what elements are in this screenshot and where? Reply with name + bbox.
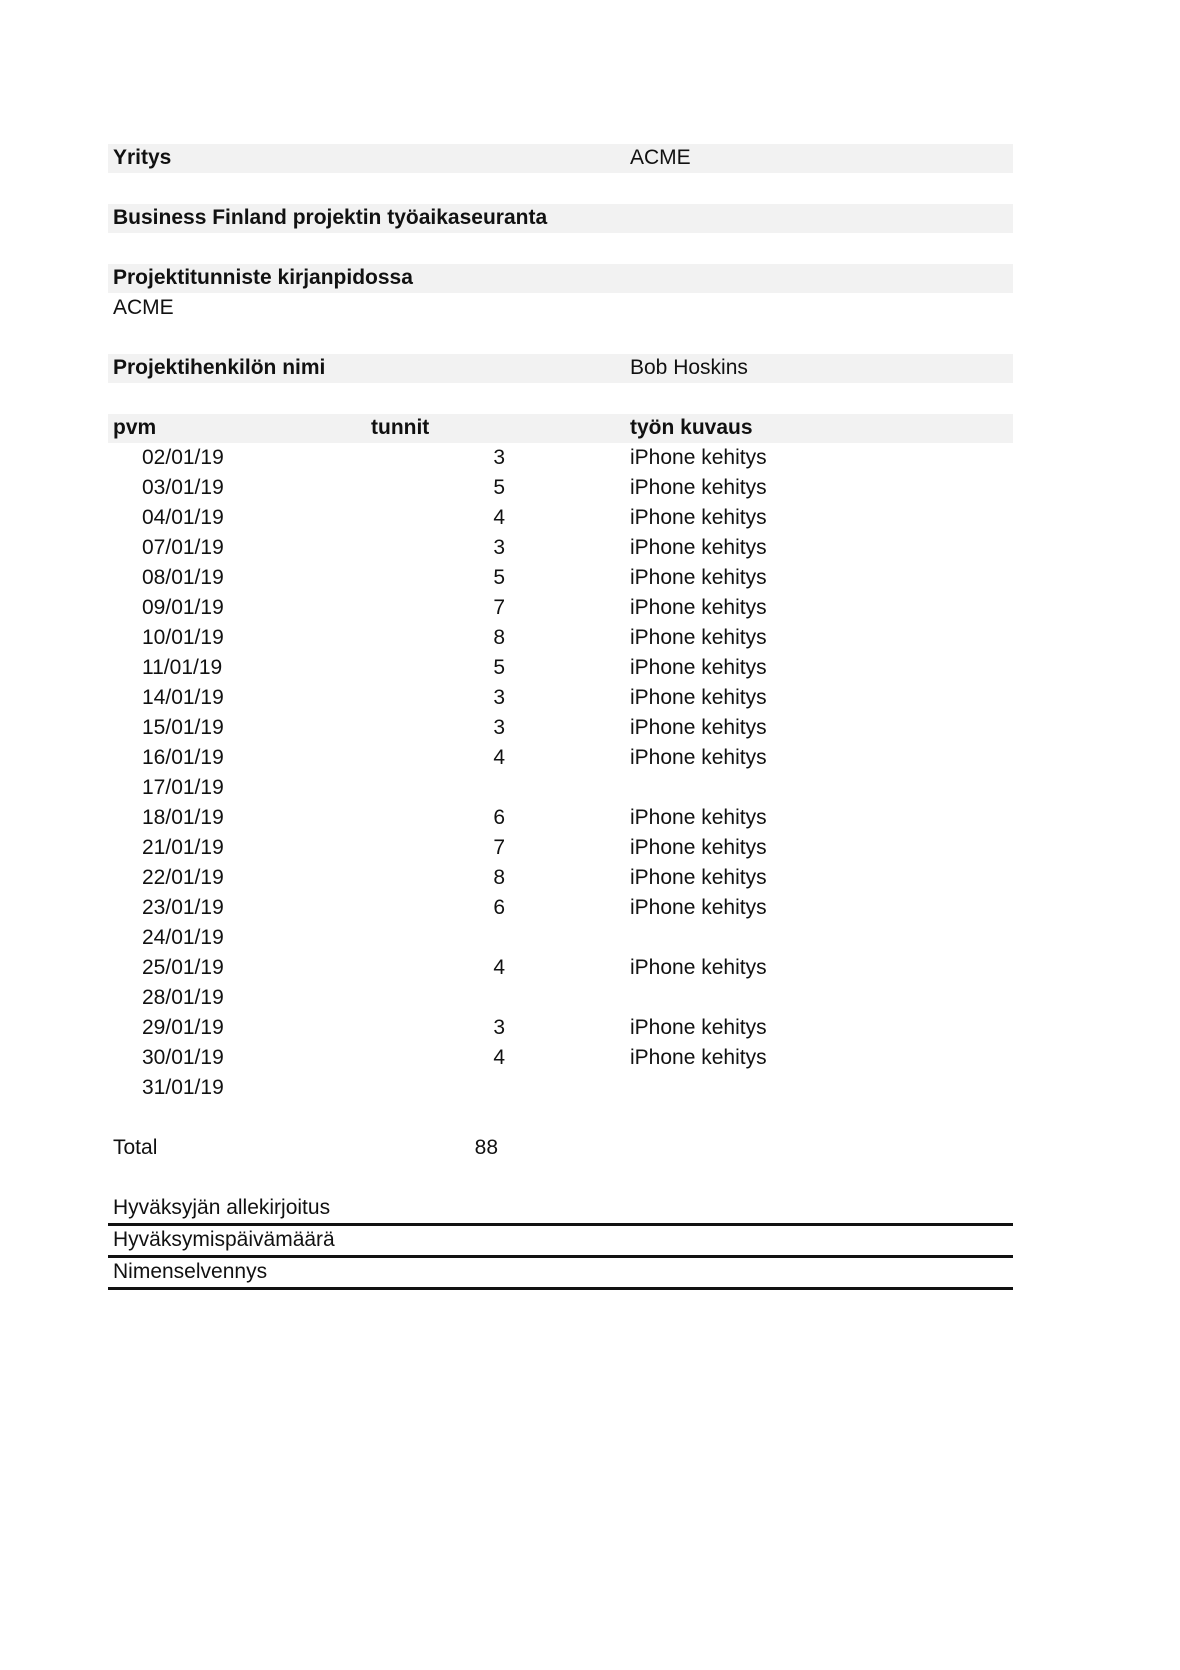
row-description: iPhone kehitys [630, 896, 767, 919]
row-description: iPhone kehitys [630, 836, 767, 859]
row-date: 15/01/19 [142, 716, 224, 739]
row-description: iPhone kehitys [630, 656, 767, 679]
row-date: 30/01/19 [142, 1046, 224, 1069]
row-date: 28/01/19 [142, 986, 224, 1009]
row-description: iPhone kehitys [630, 446, 767, 469]
row-date: 23/01/19 [142, 896, 224, 919]
row-date: 21/01/19 [142, 836, 224, 859]
row-date: 18/01/19 [142, 806, 224, 829]
row-hours: 3 [493, 716, 505, 739]
row-date: 09/01/19 [142, 596, 224, 619]
row-description: iPhone kehitys [630, 866, 767, 889]
row-date: 08/01/19 [142, 566, 224, 589]
row-date: 10/01/19 [142, 626, 224, 649]
row-date: 07/01/19 [142, 536, 224, 559]
row-date: 17/01/19 [142, 776, 224, 799]
column-header-hours: tunnit [371, 416, 430, 439]
company-label: Yritys [113, 146, 172, 169]
row-date: 04/01/19 [142, 506, 224, 529]
row-hours [438, 983, 505, 1013]
row-description: iPhone kehitys [630, 536, 767, 559]
row-hours: 5 [493, 566, 505, 589]
row-date: 11/01/19 [142, 656, 223, 679]
column-header-description: työn kuvaus [630, 416, 753, 439]
approver-signature-label: Hyväksyjän allekirjoitus [113, 1196, 331, 1219]
name-clarification-line [108, 1287, 1013, 1290]
person-label: Projektihenkilön nimi [113, 356, 326, 379]
row-description: iPhone kehitys [630, 626, 767, 649]
row-hours: 7 [493, 836, 505, 859]
row-hours: 8 [493, 866, 505, 889]
row-hours: 4 [493, 506, 505, 529]
row-hours: 5 [493, 476, 505, 499]
row-description: iPhone kehitys [630, 806, 767, 829]
row-description: iPhone kehitys [630, 476, 767, 499]
row-hours [438, 923, 505, 953]
row-hours: 3 [493, 686, 505, 709]
row-hours [438, 773, 505, 803]
row-description: iPhone kehitys [630, 1046, 767, 1069]
row-hours: 6 [493, 806, 505, 829]
row-description: iPhone kehitys [630, 716, 767, 739]
person-value: Bob Hoskins [630, 356, 748, 379]
row-description: iPhone kehitys [630, 686, 767, 709]
row-description: iPhone kehitys [630, 746, 767, 769]
company-band [108, 144, 1013, 173]
approval-date-label: Hyväksymispäivämäärä [113, 1228, 335, 1251]
row-description: iPhone kehitys [630, 566, 767, 589]
row-date: 22/01/19 [142, 866, 224, 889]
timesheet-document [108, 0, 1013, 1670]
row-hours: 4 [493, 956, 505, 979]
row-date: 16/01/19 [142, 746, 224, 769]
row-hours: 4 [493, 1046, 505, 1069]
row-hours: 4 [493, 746, 505, 769]
row-description: iPhone kehitys [630, 956, 767, 979]
company-value: ACME [630, 146, 691, 169]
row-description: iPhone kehitys [630, 596, 767, 619]
table-header-band [108, 414, 1013, 443]
project-id-label: Projektitunniste kirjanpidossa [113, 266, 413, 289]
row-date: 03/01/19 [142, 476, 224, 499]
row-hours: 5 [493, 656, 505, 679]
row-date: 02/01/19 [142, 446, 224, 469]
row-hours: 8 [493, 626, 505, 649]
row-description: iPhone kehitys [630, 506, 767, 529]
row-date: 14/01/19 [142, 686, 224, 709]
row-hours [438, 1073, 505, 1103]
row-date: 25/01/19 [142, 956, 224, 979]
row-hours: 7 [493, 596, 505, 619]
project-id-value: ACME [113, 296, 174, 319]
total-value: 88 [474, 1136, 498, 1159]
row-hours: 3 [493, 446, 505, 469]
row-hours: 6 [493, 896, 505, 919]
total-label: Total [113, 1136, 158, 1159]
report-title: Business Finland projektin työaikaseuranta [113, 206, 548, 229]
row-hours: 3 [493, 1016, 505, 1039]
column-header-date: pvm [113, 416, 157, 439]
row-date: 29/01/19 [142, 1016, 224, 1039]
name-clarification-label: Nimenselvennys [113, 1260, 268, 1283]
row-date: 24/01/19 [142, 926, 224, 949]
row-date: 31/01/19 [142, 1076, 224, 1099]
row-hours: 3 [493, 536, 505, 559]
row-description: iPhone kehitys [630, 1016, 767, 1039]
